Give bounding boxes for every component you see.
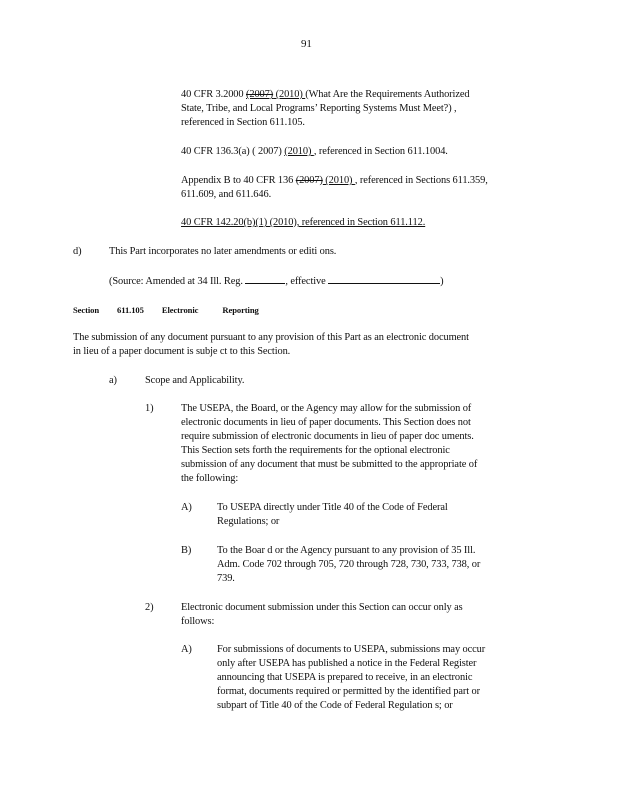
item-label: A) [181,502,192,513]
item-label: 2) [145,602,154,613]
item-label: A) [181,644,192,655]
section-heading [73,303,259,317]
paragraph-line: submission of any document that must be submitted to the appropriate of [181,459,478,470]
item-text: This Part incorporates no later amendments or editi ons. [109,246,337,257]
paragraph-line: The USEPA, the Board, or the Agency may allow for the submission of [181,403,472,414]
paragraph-line: require submission of electronic documents in lieu of paper doc uments. [181,431,474,442]
section-title: Electronic [161,305,199,315]
source-text: (Source: Amended at 34 Ill. Reg. [109,276,243,287]
reference-line: 40 CFR 142.20(b)(1) (2010), referenced in Section 611.112. [181,217,426,228]
reference-line [181,174,488,188]
paragraph-line: subpart of Title 40 of the Code of Federal Regulation s; or [217,700,453,711]
paragraph-line: Electronic document submission under this Section can occur only as [181,602,463,613]
paragraph-line: This Section sets forth the requirements for the optional electronic [181,445,450,456]
paragraph-line: To USEPA directly under Title 40 of the Code of Federal [217,502,448,513]
source-note [109,273,444,289]
paragraph-line: the following: [181,473,239,484]
paragraph-line: For submissions of documents to USEPA, submissions may occur [217,644,486,655]
ref-text: , referenced in Section 611.1004. [313,146,448,157]
ref-text: 40 CFR 3.2000 [181,89,246,100]
item-label: B) [181,545,192,556]
deleted-text: (2007) [295,175,323,186]
item-label: d) [73,246,82,257]
section-word: Section [73,305,100,315]
ref-text: Appendix B to 40 CFR 136 [181,175,296,186]
paragraph-line: format, documents required or permitted by the identified part or [217,686,480,697]
source-text: , effective [285,276,326,287]
source-text: ) [440,276,444,287]
paragraph-line: announcing that USEPA is prepared to receive, in an electronic [217,672,473,683]
paragraph-line: only after USEPA has published a notice in the Federal Register [217,658,477,669]
page-number: 91 [301,38,312,50]
reference-line [181,145,448,159]
ref-text: 40 CFR 136.3(a) ( 2007) [181,146,285,157]
section-title: Reporting [222,305,259,315]
item-label: a) [109,375,117,386]
deleted-text: (2007) [246,89,274,100]
paragraph-line: The submission of any document pursuant to any provision of this Part as an electronic document [73,332,469,343]
paragraph-line: electronic documents in lieu of paper documents. This Section does not [181,417,471,428]
inserted-text: (2010) [273,89,306,100]
inserted-text: (2010) [284,146,314,157]
reference-line: 611.609, and 611.646. [181,189,272,200]
paragraph-line: Regulations; or [217,516,280,527]
reference-line: State, Tribe, and Local Programs’ Reporting Systems Must Meet?) , [181,103,457,114]
item-text: Scope and Applicability. [145,375,245,386]
blank-line [245,273,285,284]
blank-line [328,273,440,284]
reference-line [181,88,469,102]
paragraph-line: 739. [217,573,235,584]
paragraph-line: Adm. Code 702 through 705, 720 through 728, 730, 733, 738, or [217,559,481,570]
ref-text: (What Are the Requirements Authorized [305,89,470,100]
reference-line: referenced in Section 611.105. [181,117,305,128]
inserted-text: (2010) [322,175,355,186]
paragraph-line: follows: [181,616,215,627]
paragraph-line: in lieu of a paper document is subje ct to this Section. [73,346,291,357]
section-number: 611.105 [117,305,144,315]
item-label: 1) [145,403,154,414]
paragraph-line: To the Boar d or the Agency pursuant to any provision of 35 Ill. [217,545,476,556]
ref-text: , referenced in Sections 611.359, [354,175,488,186]
